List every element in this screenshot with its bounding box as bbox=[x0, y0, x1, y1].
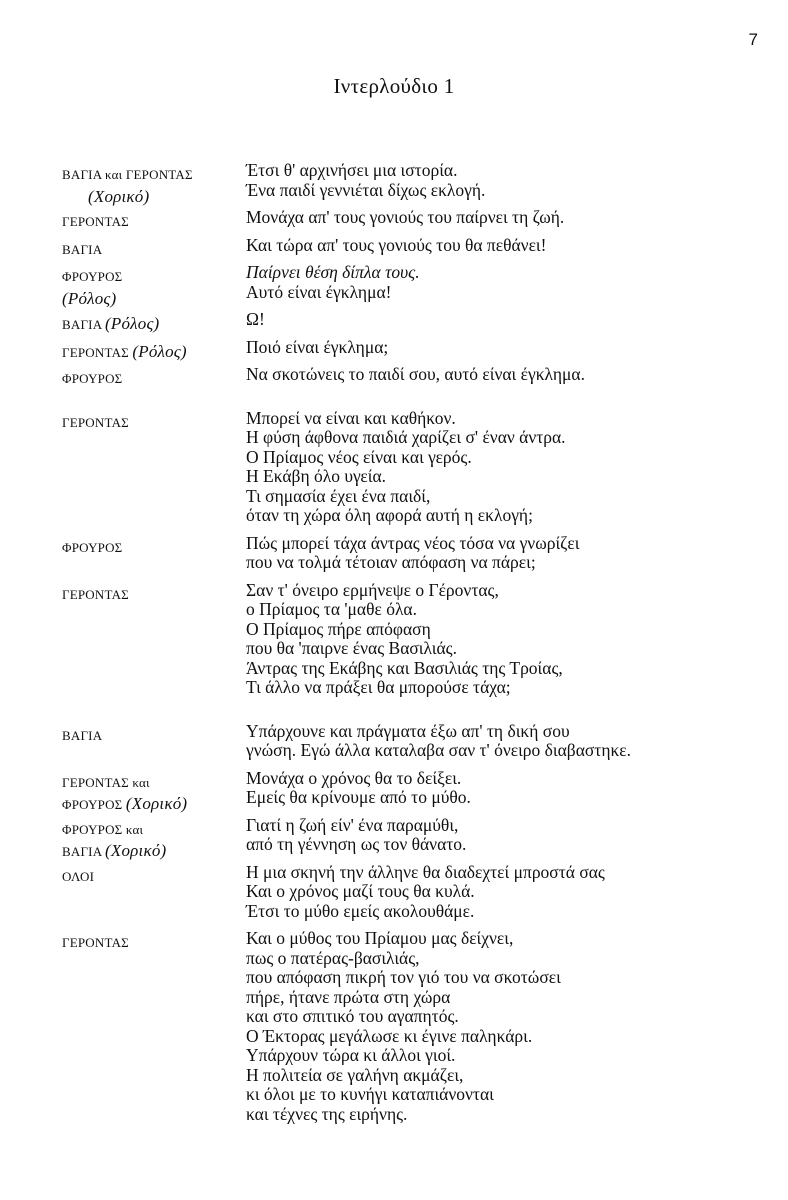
speaker-name bbox=[62, 211, 242, 233]
dialogue-block bbox=[0, 863, 788, 922]
speaker-line: ΦΡΟΥΡΟΣ και bbox=[62, 821, 144, 837]
dialogue-line: Εμείς θα κρίνουμε από το μύθο. bbox=[246, 787, 471, 807]
speaker-line: ΒΑΓΙΑ (Χορικό) bbox=[62, 841, 167, 860]
speaker-line: ΓΕΡΟΝΤΑΣ (Ρόλος) bbox=[62, 341, 187, 361]
dialogue-lines bbox=[246, 236, 788, 256]
dialogue-lines bbox=[246, 263, 788, 302]
dialogue-line: Τι σημασία έχει ένα παιδί, bbox=[246, 485, 431, 506]
dialogue-line: Να σκοτώνεις το παιδί σου, αυτό είναι έγκλημα. bbox=[246, 364, 585, 384]
dialogue-line: Τι άλλο να πράξει θα μπορούσε τάχα; bbox=[246, 677, 511, 697]
dialogue-lines bbox=[246, 722, 788, 761]
dialogue-line: Γιατί η ζωή είν' ένα παραμύθι, bbox=[246, 814, 459, 835]
speaker-name bbox=[62, 819, 242, 863]
dialogue-lines bbox=[246, 208, 788, 228]
dialogue-line: πήρε, ήτανε πρώτα στη χώρα bbox=[246, 986, 451, 1007]
dialogue-line: και τέχνες της ειρήνης. bbox=[246, 1103, 408, 1124]
dialogue-line: όταν τη χώρα όλη αφορά αυτή η εκλογή; bbox=[246, 505, 533, 525]
dialogue-line: Ένα παιδί γεννιέται δίχως εκλογή. bbox=[246, 179, 486, 200]
dialogue-line: Υπάρχουνε και πράγματα έξω απ' τη δική σου bbox=[246, 720, 570, 741]
dialogue-lines bbox=[246, 409, 788, 526]
speaker-line: ΓΕΡΟΝΤΑΣ bbox=[62, 586, 129, 602]
page-number: 7 bbox=[748, 30, 758, 49]
dialogue-block bbox=[0, 262, 788, 308]
speaker-line: ΒΑΓΙΑ bbox=[62, 727, 103, 743]
speaker-line: (Χορικό) bbox=[88, 186, 150, 206]
dialogue-line: και στο σπιτικό του αγαπητός. bbox=[246, 1006, 459, 1026]
dialogue-line: Ω! bbox=[246, 309, 265, 329]
speaker-line: ΓΕΡΟΝΤΑΣ bbox=[62, 414, 129, 430]
speaker-line: ΓΕΡΟΝΤΑΣ και bbox=[62, 774, 150, 790]
speaker-line: ΓΕΡΟΝΤΑΣ bbox=[62, 935, 129, 950]
dialogue-line: γνώση. Εγώ άλλα καταλαβα σαν τ' όνειρο διαβαστηκε. bbox=[246, 740, 632, 760]
speaker-line: ΒΑΓΙΑ και ΓΕΡΟΝΤΑΣ bbox=[62, 167, 193, 182]
dialogue-line: Έτσι θ' αρχινήσει μια ιστορία. bbox=[246, 160, 458, 180]
dialogue-line: που να τολμά τέτοιαν απόφαση να πάρει; bbox=[246, 552, 536, 572]
dialogue-line: κι όλοι με το κυνήγι καταπιάνονται bbox=[246, 1084, 494, 1104]
speaker-line: ΓΕΡΟΝΤΑΣ bbox=[62, 214, 129, 229]
dialogue-line: Και τώρα απ' τους γονιούς του θα πεθάνει! bbox=[246, 234, 547, 255]
speaker-line: ΦΡΟΥΡΟΣ (Χορικό) bbox=[62, 794, 188, 813]
dialogue-lines bbox=[246, 338, 788, 358]
speaker-name bbox=[62, 537, 242, 559]
dialogue-lines bbox=[246, 534, 788, 573]
dialogue-line: Και ο χρόνος μαζί τους θα κυλά. bbox=[246, 881, 475, 901]
page-title: Ιντερλούδιο 1 bbox=[333, 74, 455, 98]
speaker-name bbox=[62, 866, 242, 888]
dialogue-block bbox=[0, 581, 788, 698]
dialogue-line: Σαν τ' όνειρο ερμήνεψε ο Γέροντας, bbox=[246, 579, 499, 600]
speaker-name bbox=[62, 341, 242, 364]
dialogue-line: Η μια σκηνή την άλληνε θα διαδεχτεί μπροστά σας bbox=[246, 861, 605, 882]
dialogue-block bbox=[0, 534, 788, 573]
speaker-line: ΟΛΟΙ bbox=[62, 868, 95, 884]
dialogue-lines bbox=[246, 769, 788, 808]
dialogue-line: ο Πρίαμος τα 'μαθε όλα. bbox=[246, 599, 417, 619]
dialogue-lines bbox=[246, 365, 788, 385]
dialogue-block bbox=[0, 929, 788, 1124]
dialogue-line: Η πολιτεία σε γαλήνη ακμάζει, bbox=[246, 1064, 464, 1085]
dialogue-block bbox=[0, 722, 788, 761]
dialogue-line: πως ο πατέρας-βασιλιάς, bbox=[246, 947, 420, 968]
dialogue-lines bbox=[246, 863, 788, 922]
dialogue-line: Ο Πρίαμος πήρε απόφαση bbox=[246, 618, 431, 639]
speaker-line: ΦΡΟΥΡΟΣ bbox=[62, 269, 123, 284]
dialogue-lines bbox=[246, 161, 788, 200]
dialogue-block bbox=[0, 160, 788, 206]
dialogue-block bbox=[0, 336, 788, 361]
dialogue-line: που απόφαση πικρή τον γιό του να σκοτώσει bbox=[246, 967, 561, 987]
speaker-name bbox=[62, 239, 242, 261]
dialogue-lines bbox=[246, 581, 788, 698]
speaker-line: ΦΡΟΥΡΟΣ bbox=[62, 371, 123, 386]
speaker-line: ΒΑΓΙΑ (Ρόλος) bbox=[62, 314, 160, 333]
dialogue-line: Ποιό είναι έγκλημα; bbox=[246, 336, 389, 357]
dialogue-line: Ο Πρίαμος νέος είναι και γερός. bbox=[246, 446, 472, 467]
speaker-line: ΦΡΟΥΡΟΣ bbox=[62, 539, 123, 555]
dialogue-line: Υπάρχουν τώρα κι άλλοι γιοί. bbox=[246, 1045, 456, 1065]
dialogue-block bbox=[0, 309, 788, 333]
dialogue-lines bbox=[246, 929, 788, 1124]
dialogue-block bbox=[0, 208, 788, 228]
speaker-name bbox=[62, 412, 242, 434]
speaker-name bbox=[62, 313, 242, 336]
dialogue-lines bbox=[246, 310, 788, 330]
dialogue-line: Παίρνει θέση δίπλα τους. bbox=[246, 262, 420, 282]
speaker-name bbox=[62, 725, 242, 747]
speaker-name bbox=[62, 584, 242, 606]
speaker-name bbox=[62, 266, 242, 310]
dialogue-line: Έτσι το μύθο εμείς ακολουθάμε. bbox=[246, 900, 475, 921]
dialogue-line: Ο Έκτορας μεγάλωσε κι έγινε παληκάρι. bbox=[246, 1025, 533, 1046]
dialogue-block bbox=[0, 365, 788, 385]
dialogue-line: Αυτό είναι έγκλημα! bbox=[246, 281, 392, 302]
dialogue-line: που θα 'παιρνε ένας Βασιλιάς. bbox=[246, 638, 457, 658]
dialogue-line: Και ο μύθος του Πρίαμου μας δείχνει, bbox=[246, 928, 514, 948]
speaker-line: (Ρόλος) bbox=[62, 288, 117, 308]
script-body bbox=[0, 161, 788, 1132]
dialogue-block bbox=[0, 409, 788, 526]
dialogue-line: Μπορεί να είναι και καθήκον. bbox=[246, 407, 456, 428]
dialogue-block bbox=[0, 236, 788, 256]
dialogue-block bbox=[0, 767, 788, 813]
speaker-line: ΒΑΓΙΑ bbox=[62, 241, 103, 257]
dialogue-line: Μονάχα ο χρόνος θα το δείξει. bbox=[246, 767, 462, 788]
speaker-name bbox=[62, 932, 242, 954]
dialogue-lines bbox=[246, 816, 788, 855]
dialogue-line: Πώς μπορεί τάχα άντρας νέος τόσα να γνωρίζει bbox=[246, 532, 580, 553]
speaker-name bbox=[62, 772, 242, 816]
dialogue-block bbox=[0, 814, 788, 860]
dialogue-line: από τη γέννηση ως τον θάνατο. bbox=[246, 834, 467, 854]
speaker-name bbox=[62, 164, 242, 208]
dialogue-line: Η φύση άφθονα παιδιά χαρίζει σ' έναν άντρα. bbox=[246, 427, 566, 447]
dialogue-line: Άντρας της Εκάβης και Βασιλιάς της Τροίας, bbox=[246, 657, 563, 678]
speaker-name bbox=[62, 368, 242, 390]
dialogue-line: Η Εκάβη όλο υγεία. bbox=[246, 466, 387, 486]
dialogue-line: Μονάχα απ' τους γονιούς του παίρνει τη ζωή. bbox=[246, 207, 565, 227]
